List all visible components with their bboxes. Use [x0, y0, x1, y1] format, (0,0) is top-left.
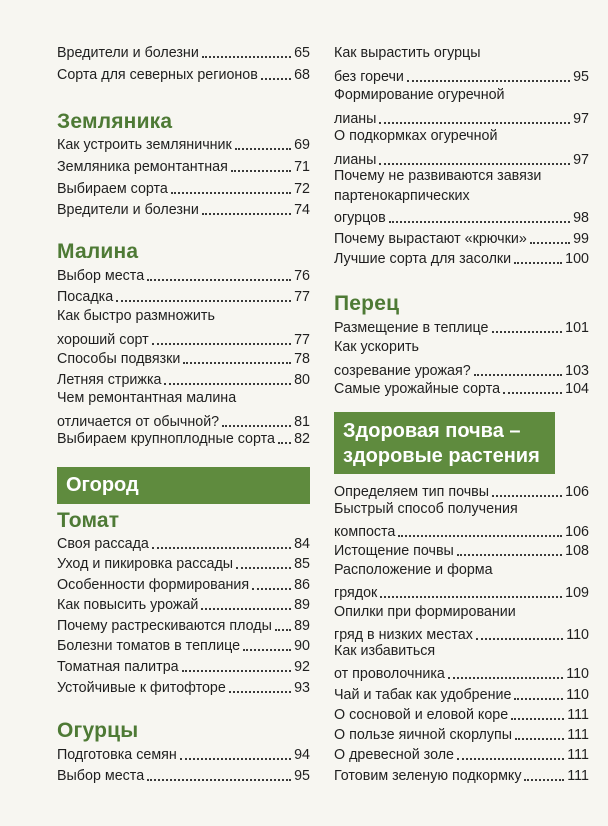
entry-title: Лучшие сорта для засолки [334, 251, 512, 267]
toc-entry[interactable] [334, 338, 589, 380]
entry-page: 74 [294, 202, 310, 218]
entry-page: 109 [565, 585, 589, 601]
entry-title: О сосновой и еловой коре [334, 707, 509, 723]
dot-leader [514, 262, 562, 264]
dot-leader [515, 738, 564, 740]
entry-page: 99 [573, 231, 589, 247]
entry-page: 93 [294, 680, 310, 696]
entry-title: Томатная палитра [57, 659, 179, 675]
toc-entry[interactable] [334, 765, 589, 785]
entry-title: компоста [334, 524, 396, 540]
entry-title: грядок [334, 585, 378, 601]
entry-title: гряд в низких местах [334, 627, 473, 643]
dot-leader [201, 608, 291, 610]
dot-leader [389, 221, 570, 223]
dot-leader [116, 300, 291, 302]
toc-entry[interactable] [57, 574, 310, 594]
entry-title: Определяем тип почвы [334, 484, 490, 500]
toc-entry[interactable] [57, 369, 310, 389]
dot-leader [182, 670, 291, 672]
entry-title: Почему растрескиваются плоды [57, 618, 272, 634]
toc-entry[interactable] [334, 167, 589, 231]
entry-title: лианы [334, 111, 377, 127]
chapter-title: Огород [66, 474, 139, 496]
toc-entry[interactable] [57, 307, 310, 349]
dot-leader [243, 649, 291, 651]
entry-page: 92 [294, 659, 310, 675]
entry-title: Особенности формирования [57, 577, 250, 593]
entry-title: Земляника ремонтантная [57, 159, 228, 175]
entry-page: 98 [573, 210, 589, 226]
toc-entry[interactable] [334, 248, 589, 268]
entry-title-line1: Как ускорить [334, 339, 419, 355]
dot-leader [275, 629, 291, 631]
entry-title: Выбор места [57, 268, 145, 284]
entry-title: Сорта для северных регионов [57, 67, 258, 83]
toc-entry[interactable] [334, 642, 589, 684]
section-heading-tomat: Томат [57, 509, 120, 532]
entry-page: 104 [565, 381, 589, 397]
entry-title: О древесной золе [334, 747, 455, 763]
entry-page: 95 [573, 69, 589, 85]
entry-title-line1: Как вырастить огурцы [334, 45, 481, 61]
dot-leader [229, 691, 291, 693]
dot-leader [222, 425, 291, 427]
entry-page: 76 [294, 268, 310, 284]
entry-page: 103 [565, 363, 589, 379]
entry-title: от проволочника [334, 666, 445, 682]
section-heading-zemlyanika: Земляника [57, 110, 173, 133]
entry-title: Уход и пикировка рассады [57, 556, 234, 572]
chapter-title-line1: Здоровая почва – [343, 420, 521, 442]
entry-page: 111 [567, 768, 589, 784]
toc-entry[interactable] [334, 481, 589, 501]
entry-page: 72 [294, 181, 310, 197]
entry-title-line2: партенокарпических [334, 188, 470, 204]
toc-entry[interactable] [57, 134, 310, 154]
toc-entry[interactable] [57, 389, 310, 431]
toc-entry[interactable] [57, 42, 310, 62]
dot-leader [492, 495, 562, 497]
entry-page: 106 [565, 524, 589, 540]
toc-entry[interactable] [334, 86, 589, 128]
entry-title-line1: Как быстро размножить [57, 308, 215, 324]
entry-title: Вредители и болезни [57, 202, 199, 218]
entry-title: Почему вырастают «крючки» [334, 231, 527, 247]
entry-page: 77 [294, 332, 310, 348]
entry-page: 110 [566, 666, 589, 682]
entry-title: Подготовка семян [57, 747, 177, 763]
entry-title: Вредители и болезни [57, 45, 199, 61]
entry-title: огурцов [334, 210, 386, 226]
dot-leader [457, 758, 564, 760]
dot-leader [183, 362, 291, 364]
dot-leader [164, 383, 291, 385]
entry-page: 89 [294, 597, 310, 613]
entry-page: 84 [294, 536, 310, 552]
toc-entry[interactable] [57, 594, 310, 614]
dot-leader [457, 554, 562, 556]
dot-leader [514, 698, 563, 700]
entry-page: 69 [294, 137, 310, 153]
entry-title-line1: Опилки при формировании [334, 604, 516, 620]
toc-entry[interactable] [57, 64, 310, 84]
toc-entry[interactable] [57, 533, 310, 553]
toc-entry[interactable] [334, 724, 589, 744]
dot-leader [380, 596, 562, 598]
chapter-band-ogorod [57, 467, 310, 504]
entry-title: Своя рассада [57, 536, 149, 552]
dot-leader [171, 192, 291, 194]
dot-leader [476, 638, 563, 640]
entry-title-line1: Как избавиться [334, 643, 436, 659]
toc-entry[interactable] [57, 265, 310, 285]
entry-title: созревание урожая? [334, 363, 471, 379]
entry-page: 111 [567, 747, 589, 763]
toc-entry[interactable] [57, 286, 310, 306]
entry-title: Как повысить урожай [57, 597, 199, 613]
toc-entry[interactable] [57, 348, 310, 368]
dot-leader [379, 122, 570, 124]
section-heading-ogurcy: Огурцы [57, 719, 139, 742]
dot-leader [492, 331, 563, 333]
entry-page: 111 [567, 727, 589, 743]
entry-title: О пользе яичной скорлупы [334, 727, 513, 743]
dot-leader [147, 279, 291, 281]
toc-entry[interactable] [334, 684, 589, 704]
toc-entry[interactable] [334, 44, 589, 86]
toc-entry[interactable] [334, 500, 589, 542]
entry-title: лианы [334, 152, 377, 168]
entry-title: Как устроить земляничник [57, 137, 232, 153]
entry-page: 65 [294, 45, 310, 61]
toc-entry[interactable] [57, 635, 310, 655]
dot-leader [524, 779, 564, 781]
dot-leader [236, 567, 291, 569]
entry-title: Летняя стрижка [57, 372, 162, 388]
entry-title: Истощение почвы [334, 543, 454, 559]
dot-leader [407, 80, 570, 82]
entry-title: Размещение в теплице [334, 320, 489, 336]
entry-title-line1: Быстрый способ получения [334, 501, 518, 517]
entry-page: 108 [565, 543, 589, 559]
chapter-title-line2: здоровые растения [343, 445, 540, 467]
dot-leader [202, 56, 291, 58]
entry-title: Выбираем крупноплодные сорта [57, 431, 275, 447]
entry-page: 110 [566, 687, 589, 703]
toc-entry[interactable] [57, 428, 310, 448]
toc-entry[interactable] [334, 744, 589, 764]
entry-title: Болезни томатов в теплице [57, 638, 241, 654]
dot-leader [530, 242, 570, 244]
entry-page: 90 [294, 638, 310, 654]
entry-title: Способы подвязки [57, 351, 181, 367]
toc-entry[interactable] [57, 199, 310, 219]
toc-entry[interactable] [334, 540, 589, 560]
toc-entry[interactable] [57, 744, 310, 764]
entry-title: Устойчивые к фитофторе [57, 680, 226, 696]
entry-page: 101 [565, 320, 589, 336]
toc-entry[interactable] [334, 127, 589, 169]
toc-entry[interactable] [57, 765, 310, 785]
dot-leader [147, 779, 291, 781]
toc-entry[interactable] [57, 156, 310, 176]
dot-leader [261, 78, 291, 80]
entry-page: 94 [294, 747, 310, 763]
entry-page: 71 [294, 159, 310, 175]
section-heading-perec: Перец [334, 292, 400, 315]
entry-page: 97 [573, 111, 589, 127]
toc-entry[interactable] [57, 656, 310, 676]
dot-leader [152, 343, 291, 345]
entry-title: Чай и табак как удобрение [334, 687, 512, 703]
chapter-band-pochva [334, 412, 555, 474]
entry-page: 78 [294, 351, 310, 367]
dot-leader [231, 170, 291, 172]
dot-leader [379, 163, 570, 165]
entry-title-line1: О подкормках огуречной [334, 128, 498, 144]
entry-title: отличается от обычной? [57, 414, 220, 430]
entry-page: 106 [565, 484, 589, 500]
dot-leader [152, 547, 291, 549]
entry-title: без горечи [334, 69, 404, 85]
entry-page: 97 [573, 152, 589, 168]
entry-title: Готовим зеленую подкормку [334, 768, 522, 784]
entry-page: 81 [294, 414, 310, 430]
entry-title: Выбираем сорта [57, 181, 168, 197]
toc-entry[interactable] [57, 677, 310, 697]
entry-page: 82 [294, 431, 310, 447]
dot-leader [503, 392, 562, 394]
dot-leader [278, 442, 291, 444]
entry-page: 100 [565, 251, 589, 267]
entry-page: 111 [567, 707, 589, 723]
entry-title-line1: Почему не развиваются завязи [334, 168, 542, 184]
entry-title-line1: Формирование огуречной [334, 87, 505, 103]
entry-title: Самые урожайные сорта [334, 381, 501, 397]
entry-title-line1: Чем ремонтантная малина [57, 390, 237, 406]
toc-entry[interactable] [334, 704, 589, 724]
entry-page: 77 [294, 289, 310, 305]
toc-entry[interactable] [334, 378, 589, 398]
entry-page: 68 [294, 67, 310, 83]
entry-title-line1: Расположение и форма [334, 562, 493, 578]
dot-leader [398, 535, 562, 537]
entry-title: Выбор места [57, 768, 145, 784]
toc-entry[interactable] [334, 603, 589, 645]
entry-page: 86 [294, 577, 310, 593]
dot-leader [180, 758, 291, 760]
dot-leader [235, 148, 291, 150]
toc-entry[interactable] [57, 553, 310, 573]
dot-leader [448, 677, 563, 679]
toc-entry[interactable] [57, 615, 310, 635]
entry-title: Посадка [57, 289, 114, 305]
dot-leader [474, 374, 562, 376]
entry-page: 110 [566, 627, 589, 643]
dot-leader [511, 718, 564, 720]
entry-page: 89 [294, 618, 310, 634]
toc-entry[interactable] [334, 317, 589, 337]
dot-leader [252, 588, 291, 590]
dot-leader [202, 213, 291, 215]
entry-title: хороший сорт [57, 332, 149, 348]
entry-page: 95 [294, 768, 310, 784]
entry-page: 80 [294, 372, 310, 388]
toc-entry[interactable] [57, 178, 310, 198]
toc-entry[interactable] [334, 228, 589, 248]
entry-page: 85 [294, 556, 310, 572]
toc-entry[interactable] [334, 561, 589, 603]
section-heading-malina: Малина [57, 240, 139, 263]
